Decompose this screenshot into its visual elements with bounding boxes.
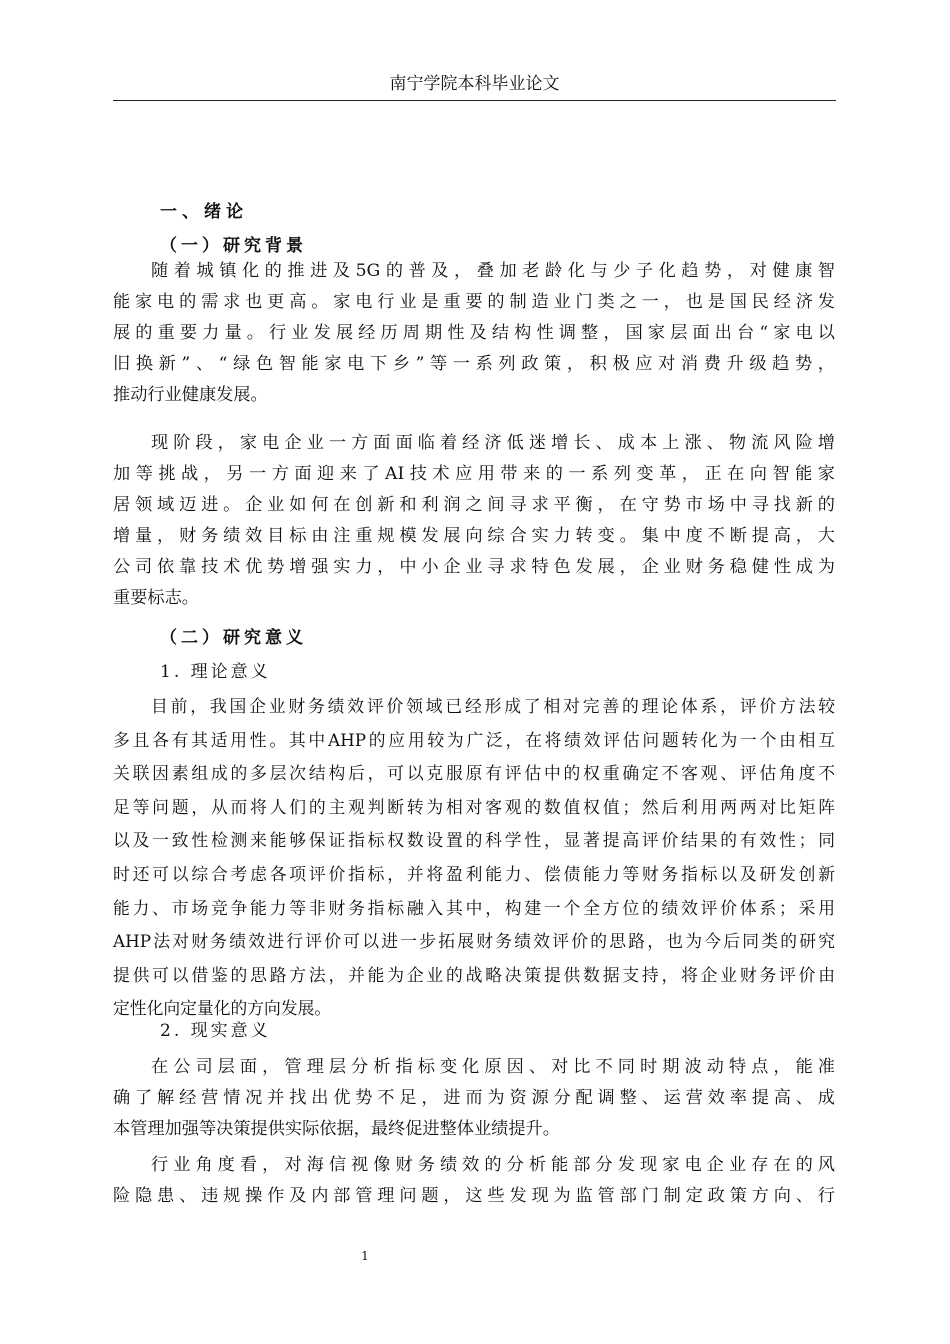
text-line: 险隐患、违规操作及内部管理问题，这些发现为监管部门制定政策方向、行 xyxy=(113,1186,835,1206)
practice-paragraph-2 xyxy=(113,1150,835,1212)
text-line: 关联因素组成的多层次结构后，可以克服原有评估中的权重确定不客观、评估角度不 xyxy=(113,763,835,784)
subsection-title-background: （一）研究背景 xyxy=(160,236,307,256)
text-line: 足等问题，从而将人们的主观判断转为相对客观的数值权值；然后利用两两对比矩阵 xyxy=(113,796,835,817)
text-line: 重要标志。 xyxy=(113,588,199,608)
theory-heading: 1. 理论意义 xyxy=(160,662,271,682)
header-rule xyxy=(113,100,836,101)
text-line: 定性化向定量化的方向发展。 xyxy=(113,998,332,1019)
text-line: 旧换新”、“绿色智能家电下乡”等一系列政策，积极应对消费升级趋势， xyxy=(113,354,835,374)
text-line: 时还可以综合考虑各项评价指标，并将盈利能力、偿债能力等财务指标以及研发创新 xyxy=(113,863,835,884)
subsection-title-significance: （二）研究意义 xyxy=(160,628,307,648)
theory-paragraph xyxy=(113,690,835,1026)
text-line: 本管理加强等决策提供实际依据，最终促进整体业绩提升。 xyxy=(113,1119,560,1139)
text-line: 提供可以借鉴的思路方法，并能为企业的战略决策提供数据支持，将企业财务评价由 xyxy=(113,964,835,985)
text-line: 展的重要力量。行业发展经历周期性及结构性调整，国家层面出台“家电以 xyxy=(113,323,835,343)
text-line: 加等挑战，另一方面迎来了AI技术应用带来的一系列变革，正在向智能家 xyxy=(113,464,835,484)
text-line: 确了解经营情况并找出优势不足，进而为资源分配调整、运营效率提高、成 xyxy=(113,1088,835,1108)
text-line: 行业角度看，对海信视像财务绩效的分析能部分发现家电企业存在的风 xyxy=(151,1155,835,1175)
text-line: 多且各有其适用性。其中AHP的应用较为广泛，在将绩效评估问题转化为一个由相互 xyxy=(113,729,835,750)
text-line: 居领域迈进。企业如何在创新和利润之间寻求平衡，在守势市场中寻找新的 xyxy=(113,495,835,515)
text-line: 增量，财务绩效目标由注重规模发展向综合实力转变。集中度不断提高，大 xyxy=(113,526,835,546)
text-line: 随着城镇化的推进及5G的普及，叠加老龄化与少子化趋势，对健康智 xyxy=(151,261,835,281)
text-line: 能家电的需求也更高。家电行业是重要的制造业门类之一，也是国民经济发 xyxy=(113,292,835,312)
text-line: 能力、市场竞争能力等非财务指标融入其中，构建一个全方位的绩效评价体系；采用 xyxy=(113,897,835,918)
text-line: 目前，我国企业财务绩效评价领域已经形成了相对完善的理论体系，评价方法较 xyxy=(151,696,835,716)
text-line: AHP法对财务绩效进行评价可以进一步拓展财务绩效评价的思路，也为今后同类的研究 xyxy=(113,931,835,952)
page-number: 1 xyxy=(361,1249,369,1263)
practice-paragraph-1 xyxy=(113,1052,835,1145)
text-line: 公司依靠技术优势增强实力，中小企业寻求特色发展，企业财务稳健性成为 xyxy=(113,557,835,577)
background-paragraph-2 xyxy=(113,428,835,614)
text-line: 以及一致性检测来能够保证指标权数设置的科学性，显著提高评价结果的有效性；同 xyxy=(113,830,835,851)
practice-heading: 2. 现实意义 xyxy=(160,1021,271,1041)
text-line: 在公司层面，管理层分析指标变化原因、对比不同时期波动特点，能准 xyxy=(151,1057,835,1077)
running-header: 南宁学院本科毕业论文 xyxy=(389,74,560,94)
text-line: 推动行业健康发展。 xyxy=(113,385,268,405)
background-paragraph-1 xyxy=(113,256,835,411)
section-title: 一、绪论 xyxy=(160,202,248,222)
text-line: 现阶段，家电企业一方面面临着经济低迷增长、成本上涨、物流风险增 xyxy=(151,433,835,453)
